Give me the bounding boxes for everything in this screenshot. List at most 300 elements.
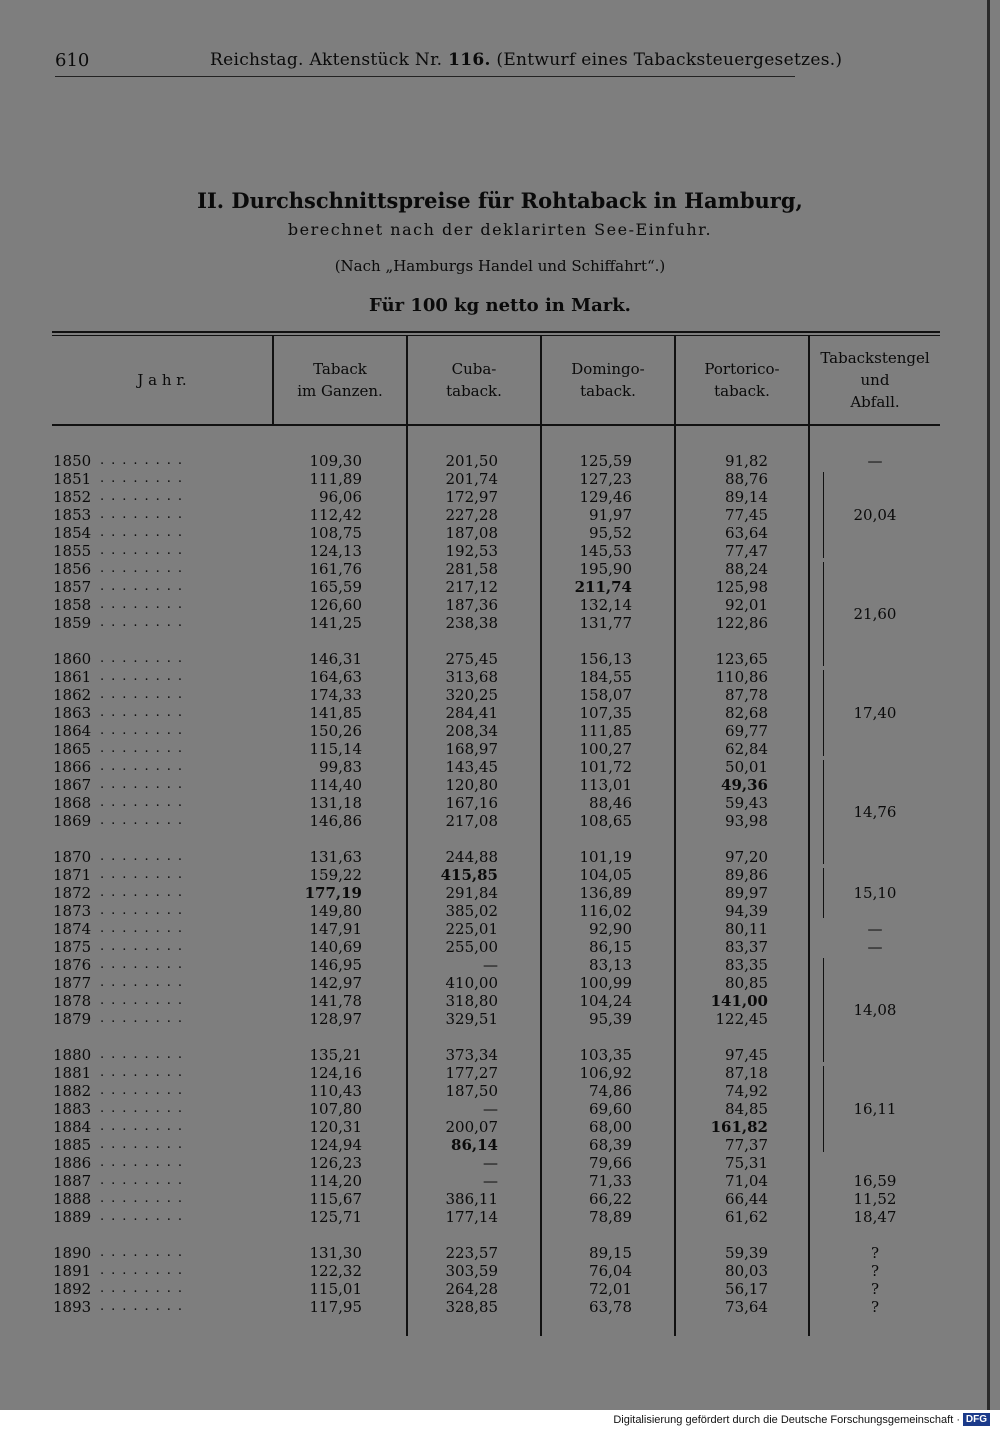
price-cell: 84,85 [725,1100,768,1118]
leader-dots: ........ [100,903,190,918]
price-cell: 125,71 [309,1208,362,1226]
price-cell: 83,35 [725,956,768,974]
row-year: 1873 [53,902,92,920]
stem-value: ? [870,1280,880,1298]
stem-value: ? [870,1244,880,1262]
price-cell: 74,92 [725,1082,768,1100]
price-cell: 113,01 [579,776,632,794]
leader-dots: ........ [100,1101,190,1116]
leader-dots: ........ [100,579,190,594]
column-header-label: Taback im Ganzen. [297,360,383,400]
price-cell: 149,80 [309,902,362,920]
table-row [0,1154,1000,1172]
price-cell: 329,51 [445,1010,498,1028]
price-cell: 63,64 [725,524,768,542]
price-cell: 146,31 [309,650,362,668]
leader-dots: ........ [100,489,190,504]
leader-dots: ........ [100,615,190,630]
price-cell: 284,41 [445,704,498,722]
price-cell: 320,25 [445,686,498,704]
price-cell: 187,08 [445,524,498,542]
price-cell: 96,06 [319,488,362,506]
stem-value: — [867,920,883,938]
price-cell: 88,46 [589,794,632,812]
leader-dots: ........ [100,957,190,972]
price-cell: 87,18 [725,1064,768,1082]
price-cell: 131,63 [309,848,362,866]
price-cell: 111,89 [309,470,362,488]
price-cell: 86,14 [451,1136,498,1154]
price-cell: 56,17 [725,1280,768,1298]
price-cell: 115,67 [309,1190,362,1208]
price-cell: 77,37 [725,1136,768,1154]
price-cell: 71,33 [589,1172,632,1190]
price-cell: — [483,1172,498,1190]
price-cell: 161,76 [309,560,362,578]
price-cell: 187,50 [445,1082,498,1100]
price-cell: 78,89 [589,1208,632,1226]
group-brace [817,562,824,666]
price-cell: — [483,956,498,974]
leader-dots: ........ [100,705,190,720]
price-cell: 187,36 [445,596,498,614]
column-header-stems [810,336,940,424]
column-header-label: Portorico- taback. [704,360,780,400]
price-cell: 177,19 [304,884,362,902]
price-cell: 86,15 [589,938,632,956]
column-header-total [274,336,406,424]
table-title: II. Durchschnittspreise für Rohtaback in Hamburg, [197,188,803,213]
leader-dots: ........ [100,939,190,954]
price-cell: 50,01 [725,758,768,776]
leader-dots: ........ [100,543,190,558]
price-cell: 117,95 [309,1298,362,1316]
row-year: 1870 [53,848,92,866]
leader-dots: ........ [100,1173,190,1188]
leader-dots: ........ [100,1119,190,1134]
row-year: 1855 [53,542,92,560]
price-cell: 124,94 [309,1136,362,1154]
price-cell: 94,39 [725,902,768,920]
column-header-label: Cuba- taback. [446,360,502,400]
price-cell: 76,04 [589,1262,632,1280]
row-year: 1854 [53,524,92,542]
row-year: 1864 [53,722,92,740]
leader-dots: ........ [100,1155,190,1170]
price-cell: 74,86 [589,1082,632,1100]
leader-dots: ........ [100,561,190,576]
price-cell: 93,98 [725,812,768,830]
price-cell: 69,77 [725,722,768,740]
row-year: 1881 [53,1064,92,1082]
leader-dots: ........ [100,1137,190,1152]
header-bottom-rule [52,424,940,426]
price-cell: 128,97 [309,1010,362,1028]
price-cell: 99,83 [319,758,362,776]
price-cell: 89,97 [725,884,768,902]
price-cell: 63,78 [589,1298,632,1316]
stem-value: — [867,938,883,956]
price-cell: 123,65 [715,650,768,668]
header-rule [55,76,795,77]
table-row [0,866,1000,884]
price-cell: 77,47 [725,542,768,560]
stem-value: 11,52 [853,1190,897,1208]
price-cell: 104,05 [579,866,632,884]
leader-dots: ........ [100,1083,190,1098]
price-cell: 195,90 [579,560,632,578]
price-cell: 68,00 [589,1118,632,1136]
price-cell: 59,39 [725,1244,768,1262]
price-cell: 131,77 [579,614,632,632]
leader-dots: ........ [100,1065,190,1080]
stem-value: 17,40 [853,704,897,722]
price-cell: 115,01 [309,1280,362,1298]
stem-value: 20,04 [853,506,897,524]
price-cell: 126,23 [309,1154,362,1172]
document-number: 116. [448,50,491,70]
price-cell: 122,32 [309,1262,362,1280]
price-cell: 75,31 [725,1154,768,1172]
table-row [0,1064,1000,1082]
row-year: 1893 [53,1298,92,1316]
price-cell: 120,31 [309,1118,362,1136]
table-row [0,488,1000,506]
price-cell: 192,53 [445,542,498,560]
price-cell: 101,19 [579,848,632,866]
row-year: 1877 [53,974,92,992]
price-cell: 82,68 [725,704,768,722]
row-year: 1874 [53,920,92,938]
leader-dots: ........ [100,921,190,936]
price-cell: 87,78 [725,686,768,704]
price-cell: 131,30 [309,1244,362,1262]
price-cell: 100,27 [579,740,632,758]
group-brace [817,670,824,756]
table-row [0,776,1000,794]
leader-dots: ........ [100,651,190,666]
group-brace [817,472,824,558]
price-cell: 303,59 [445,1262,498,1280]
table-row [0,524,1000,542]
row-year: 1865 [53,740,92,758]
price-cell: 66,22 [589,1190,632,1208]
price-cell: 147,91 [309,920,362,938]
leader-dots: ........ [100,885,190,900]
table-row [0,650,1000,668]
price-cell: 108,65 [579,812,632,830]
price-cell: 107,80 [309,1100,362,1118]
group-brace [817,760,824,864]
price-cell: 172,97 [445,488,498,506]
price-cell: 101,72 [579,758,632,776]
price-cell: 112,42 [309,506,362,524]
stem-value: 16,59 [853,1172,897,1190]
price-cell: 167,16 [445,794,498,812]
stem-value: — [867,452,883,470]
price-cell: 89,86 [725,866,768,884]
price-cell: 79,66 [589,1154,632,1172]
price-cell: 116,02 [579,902,632,920]
price-cell: 111,85 [579,722,632,740]
price-cell: 158,07 [579,686,632,704]
stem-value: 15,10 [853,884,897,902]
price-cell: 132,14 [579,596,632,614]
price-cell: 68,39 [589,1136,632,1154]
price-cell: 161,82 [710,1118,768,1136]
table-row [0,848,1000,866]
row-year: 1860 [53,650,92,668]
row-year: 1858 [53,596,92,614]
leader-dots: ........ [100,1047,190,1062]
table-row [0,758,1000,776]
row-year: 1851 [53,470,92,488]
price-cell: 108,75 [309,524,362,542]
leader-dots: ........ [100,1299,190,1314]
leader-dots: ........ [100,741,190,756]
price-cell: 201,50 [445,452,498,470]
price-cell: 114,20 [309,1172,362,1190]
price-cell: 110,86 [715,668,768,686]
price-cell: 77,45 [725,506,768,524]
price-cell: 141,00 [710,992,768,1010]
price-cell: 124,16 [309,1064,362,1082]
table-row [0,1118,1000,1136]
leader-dots: ........ [100,1011,190,1026]
leader-dots: ........ [100,849,190,864]
column-header-label: J a h r. [137,371,187,389]
price-cell: 100,99 [579,974,632,992]
stem-value: ? [870,1262,880,1280]
price-cell: 373,34 [445,1046,498,1064]
row-year: 1866 [53,758,92,776]
leader-dots: ........ [100,1209,190,1224]
row-year: 1861 [53,668,92,686]
price-cell: 159,22 [309,866,362,884]
price-cell: 227,28 [445,506,498,524]
funding-note: Digitalisierung gefördert durch die Deutsche Forschungsgemeinschaft · [613,1414,960,1426]
price-cell: 115,14 [309,740,362,758]
price-cell: 83,13 [589,956,632,974]
price-cell: 142,97 [309,974,362,992]
group-brace [817,868,824,918]
price-cell: 97,45 [725,1046,768,1064]
leader-dots: ........ [100,1263,190,1278]
column-header-portorico [676,336,808,424]
column-header-cuba [408,336,540,424]
row-year: 1856 [53,560,92,578]
column-header-label: Domingo- taback. [571,360,645,400]
row-year: 1867 [53,776,92,794]
row-year: 1885 [53,1136,92,1154]
row-year: 1878 [53,992,92,1010]
leader-dots: ........ [100,813,190,828]
running-suffix: (Entwurf eines Tabacksteuergesetzes.) [496,50,843,70]
price-cell: 150,26 [309,722,362,740]
price-cell: 255,00 [445,938,498,956]
price-cell: 125,59 [579,452,632,470]
leader-dots: ........ [100,867,190,882]
price-cell: 328,85 [445,1298,498,1316]
price-cell: 156,13 [579,650,632,668]
price-cell: 106,92 [579,1064,632,1082]
price-cell: 415,85 [440,866,498,884]
price-cell: 385,02 [445,902,498,920]
price-cell: 59,43 [725,794,768,812]
row-year: 1872 [53,884,92,902]
price-cell: 127,23 [579,470,632,488]
column-header-domingo [542,336,674,424]
dfg-logo: DFG [963,1413,990,1426]
price-cell: 168,97 [445,740,498,758]
stem-value: 18,47 [853,1208,897,1226]
price-cell: 62,84 [725,740,768,758]
table-row [0,974,1000,992]
table-row [0,902,1000,920]
leader-dots: ........ [100,777,190,792]
price-cell: 92,01 [725,596,768,614]
price-cell: 104,24 [579,992,632,1010]
row-year: 1868 [53,794,92,812]
table-top-rule [52,331,940,333]
price-cell: 275,45 [445,650,498,668]
price-cell: 125,98 [715,578,768,596]
price-cell: 110,43 [309,1082,362,1100]
price-cell: 291,84 [445,884,498,902]
price-cell: 201,74 [445,470,498,488]
row-year: 1887 [53,1172,92,1190]
price-cell: 264,28 [445,1280,498,1298]
price-cell: 141,25 [309,614,362,632]
price-cell: 143,45 [445,758,498,776]
row-year: 1879 [53,1010,92,1028]
row-year: 1890 [53,1244,92,1262]
price-cell: 174,33 [309,686,362,704]
price-cell: 120,80 [445,776,498,794]
leader-dots: ........ [100,471,190,486]
leader-dots: ........ [100,453,190,468]
table-row [0,740,1000,758]
price-cell: 89,15 [589,1244,632,1262]
leader-dots: ........ [100,975,190,990]
price-cell: 386,11 [445,1190,498,1208]
table-row [0,722,1000,740]
row-year: 1857 [53,578,92,596]
price-cell: 72,01 [589,1280,632,1298]
price-cell: 165,59 [309,578,362,596]
row-year: 1889 [53,1208,92,1226]
price-cell: 49,36 [721,776,768,794]
row-year: 1863 [53,704,92,722]
price-cell: 124,13 [309,542,362,560]
price-cell: 140,69 [309,938,362,956]
row-year: 1882 [53,1082,92,1100]
price-cell: 91,82 [725,452,768,470]
row-year: 1876 [53,956,92,974]
price-cell: 83,37 [725,938,768,956]
stem-value: 16,11 [853,1100,897,1118]
price-cell: 184,55 [579,668,632,686]
price-cell: 88,24 [725,560,768,578]
price-cell: 114,40 [309,776,362,794]
price-cell: 141,85 [309,704,362,722]
price-cell: 80,11 [725,920,768,938]
price-cell: 281,58 [445,560,498,578]
price-cell: 95,52 [589,524,632,542]
price-cell: — [483,1154,498,1172]
leader-dots: ........ [100,1281,190,1296]
column-header-label: Tabackstengel und Abfall. [820,349,930,411]
leader-dots: ........ [100,795,190,810]
table-row [0,1136,1000,1154]
price-cell: 217,08 [445,812,498,830]
price-cell: 135,21 [309,1046,362,1064]
price-cell: 313,68 [445,668,498,686]
price-cell: 109,30 [309,452,362,470]
page-number: 610 [55,50,90,71]
price-cell: 122,86 [715,614,768,632]
stem-value: ? [870,1298,880,1316]
price-cell: 88,76 [725,470,768,488]
price-cell: 211,74 [574,578,632,596]
table-row [0,956,1000,974]
price-cell: 107,35 [579,704,632,722]
row-year: 1880 [53,1046,92,1064]
table-row [0,560,1000,578]
table-row [0,668,1000,686]
price-cell: 145,53 [579,542,632,560]
row-year: 1853 [53,506,92,524]
price-cell: 141,78 [309,992,362,1010]
row-year: 1888 [53,1190,92,1208]
price-cell: 225,01 [445,920,498,938]
price-cell: 91,97 [589,506,632,524]
table-row [0,578,1000,596]
row-year: 1891 [53,1262,92,1280]
leader-dots: ........ [100,1245,190,1260]
price-cell: 66,44 [725,1190,768,1208]
table-row [0,1082,1000,1100]
group-brace [817,958,824,1062]
price-cell: 146,86 [309,812,362,830]
price-cell: 73,64 [725,1298,768,1316]
leader-dots: ........ [100,1191,190,1206]
row-year: 1852 [53,488,92,506]
price-cell: 80,85 [725,974,768,992]
price-cell: 122,45 [715,1010,768,1028]
stem-value: 21,60 [853,605,897,623]
price-cell: 223,57 [445,1244,498,1262]
row-year: 1884 [53,1118,92,1136]
row-year: 1859 [53,614,92,632]
table-row [0,470,1000,488]
row-year: 1869 [53,812,92,830]
price-cell: 177,14 [445,1208,498,1226]
price-cell: 103,35 [579,1046,632,1064]
leader-dots: ........ [100,759,190,774]
price-cell: 95,39 [589,1010,632,1028]
price-cell: 318,80 [445,992,498,1010]
table-row [0,1046,1000,1064]
column-header-year [52,336,272,424]
leader-dots: ........ [100,993,190,1008]
price-cell: 131,18 [309,794,362,812]
price-cell: 80,03 [725,1262,768,1280]
price-cell: 97,20 [725,848,768,866]
price-cell: 208,34 [445,722,498,740]
price-cell: 217,12 [445,578,498,596]
price-cell: 69,60 [589,1100,632,1118]
